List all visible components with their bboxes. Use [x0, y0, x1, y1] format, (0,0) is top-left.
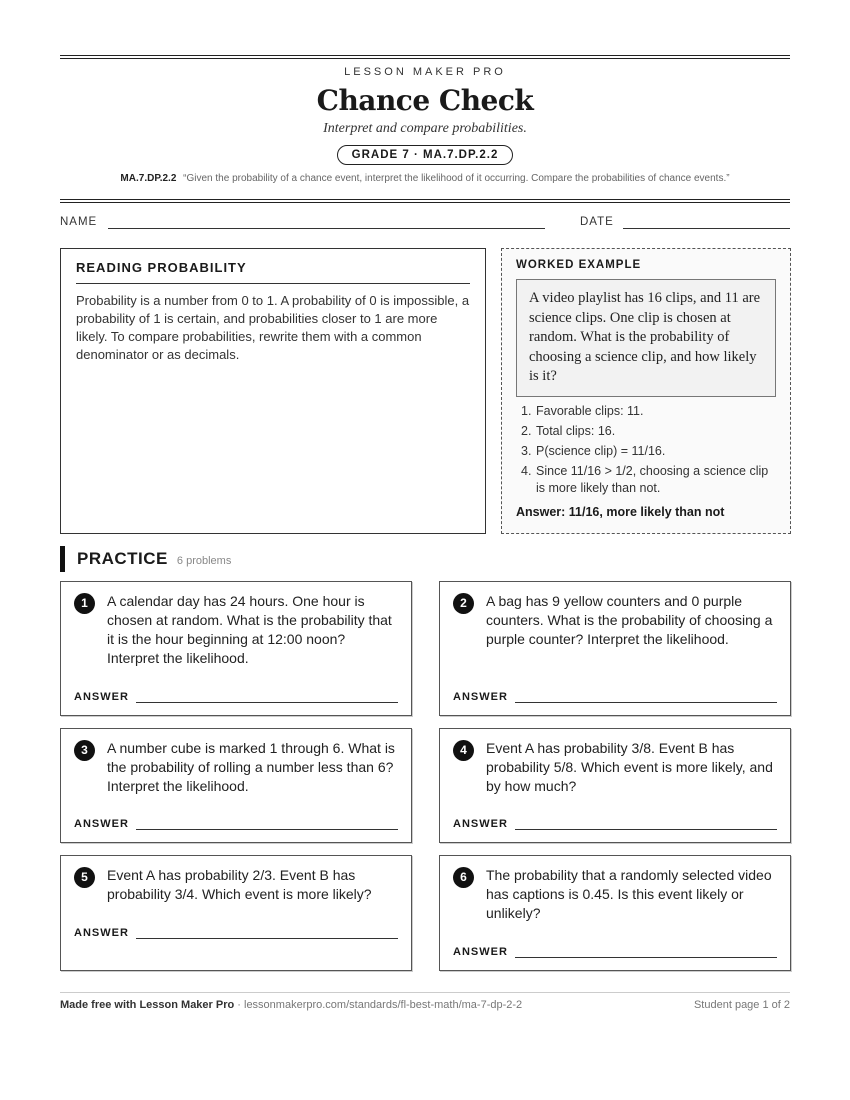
standard-code: MA.7.DP.2.2 [120, 173, 177, 184]
practice-problem-3 [60, 728, 412, 843]
problem-text: A number cube is marked 1 through 6. What is the probability of rolling a number less than 6? Interpret the likelihood. [107, 740, 395, 794]
worked-example-answer: Answer: 11/16, more likely than not [516, 504, 725, 519]
problem-number-badge: 4 [453, 740, 474, 761]
problem-text: Event A has probability 3/8. Event B has probability 5/8. Which event is more likely, and by how much? [486, 740, 773, 794]
problem-text: A bag has 9 yellow counters and 0 purple counters. What is the probability of choosing a purple counter? Interpret the likelihood. [486, 593, 773, 647]
worked-example-steps [516, 403, 776, 497]
answer-line[interactable] [515, 829, 777, 830]
answer-label: ANSWER [74, 818, 129, 830]
worked-example-problem: A video playlist has 16 clips, and 11 are science clips. One clip is chosen at random. What is the probability of choosing a science clip, and how likely is it? [516, 279, 776, 397]
reading-body: Probability is a number from 0 to 1. A probability of 0 is impossible, a probability of 1 is certain, and probabilities closer to 1 are more likely. To compare probabilities, rewrite them with a common denominator or as decimals. [76, 293, 470, 362]
footer-page-number: Student page 1 of 2 [693, 999, 790, 1011]
answer-row [74, 691, 398, 705]
answer-row [453, 946, 777, 960]
answer-line[interactable] [136, 938, 398, 939]
name-label: NAME [60, 216, 98, 228]
standard-description [60, 173, 790, 184]
reading-probability-box [60, 248, 486, 534]
grade-badge: GRADE 7 · MA.7.DP.2.2 [337, 145, 514, 165]
header-rule-bottom-2 [60, 202, 790, 203]
problem-number-badge: 2 [453, 593, 474, 614]
answer-line[interactable] [515, 702, 777, 703]
footer-rule [60, 992, 790, 993]
answer-label: ANSWER [74, 691, 129, 703]
header-rule-top [60, 55, 790, 56]
footer-made-with: Made free with Lesson Maker Pro [60, 999, 235, 1011]
answer-label: ANSWER [453, 818, 508, 830]
practice-heading [60, 546, 231, 572]
worked-example-box [501, 248, 791, 534]
worked-step: 3. P(science clip) = 11/16. [521, 443, 666, 458]
answer-row [74, 927, 398, 941]
worked-step: 2. Total clips: 16. [521, 423, 616, 438]
practice-problem-4 [439, 728, 791, 843]
problem-number-badge: 3 [74, 740, 95, 761]
name-field-line[interactable] [108, 228, 545, 229]
answer-row [74, 818, 398, 832]
problem-text: Event A has probability 2/3. Event B has probability 3/4. Which event is more likely? [107, 867, 372, 902]
worked-step: 4. Since 11/16 > 1/2, choosing a science clip is more likely than not. [521, 463, 769, 495]
problem-number-badge: 5 [74, 867, 95, 888]
footer-url[interactable]: · lessonmakerpro.com/standards/fl-best-math/ma-7-dp-2-2 [234, 999, 523, 1011]
worksheet-title: Chance Check [316, 84, 534, 117]
answer-label: ANSWER [453, 691, 508, 703]
standard-text: “Given the probability of a chance event, interpret the likelihood of it occurring. Compare the probabilities of chance events.” [183, 173, 730, 184]
problem-text: The probability that a randomly selected video has captions is 0.45. Is this event likely or unlikely? [486, 867, 772, 921]
answer-label: ANSWER [453, 946, 508, 958]
header-rule-top-2 [60, 58, 790, 59]
date-field-line[interactable] [623, 228, 790, 229]
worksheet-subtitle: Interpret and compare probabilities. [323, 121, 527, 136]
answer-line[interactable] [515, 957, 777, 958]
practice-title: PRACTICE [77, 549, 168, 568]
page-footer [60, 999, 790, 1011]
answer-line[interactable] [136, 829, 398, 830]
practice-problem-2 [439, 581, 791, 716]
worked-example-title: WORKED EXAMPLE [516, 259, 642, 271]
header-rule-bottom [60, 199, 790, 200]
brand-name: LESSON MAKER PRO [344, 66, 506, 78]
name-date-row [60, 216, 790, 232]
worked-step: 1. Favorable clips: 11. [521, 403, 644, 418]
date-label: DATE [580, 216, 614, 228]
answer-row [453, 818, 777, 832]
practice-problem-1 [60, 581, 412, 716]
practice-problem-6 [439, 855, 791, 971]
practice-count: 6 problems [176, 554, 232, 567]
answer-line[interactable] [136, 702, 398, 703]
problem-text: A calendar day has 24 hours. One hour is chosen at random. What is the probability that it is the hour beginning at 12:00 noon? Interpret the likelihood. [107, 593, 392, 666]
answer-label: ANSWER [74, 927, 129, 939]
practice-problem-5 [60, 855, 412, 971]
reading-title: READING PROBABILITY [76, 260, 470, 284]
problem-number-badge: 1 [74, 593, 95, 614]
worksheet-header [60, 66, 790, 184]
answer-row [453, 691, 777, 705]
problem-number-badge: 6 [453, 867, 474, 888]
